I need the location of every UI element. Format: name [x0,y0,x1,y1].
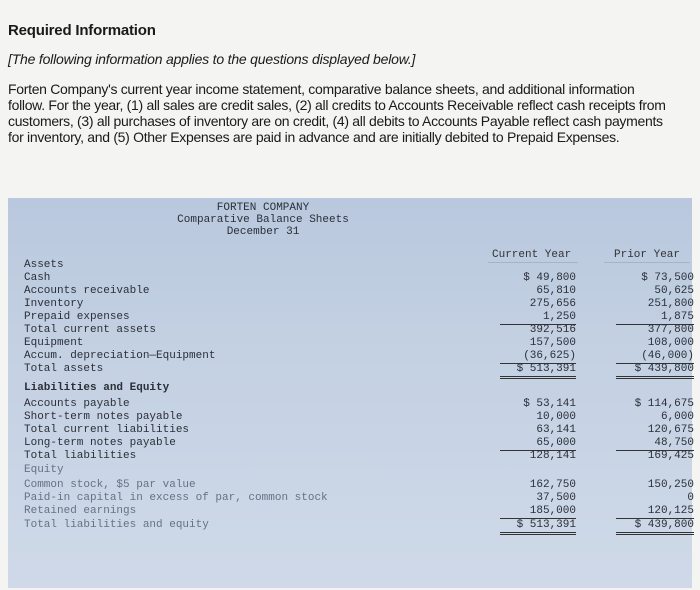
prior-year-value: 6,000 [660,411,694,423]
table-row [24,479,694,492]
current-year-value: 185,000 [500,505,576,519]
required-information-heading: Required Information [8,22,156,39]
row-label: Common stock, $5 par value [24,479,196,491]
row-label: Cash [24,272,51,284]
current-year-value: 65,000 [500,437,576,451]
row-label: Total current liabilities [24,424,190,436]
statement-title: Comparative Balance Sheets [177,214,349,226]
prior-year-value: 1,875 [616,311,694,325]
row-label: Short-term notes payable [24,411,183,423]
prior-year-value: 120,675 [647,424,694,436]
current-year-value: (36,625) [500,350,576,364]
current-year-value: 63,141 [536,424,576,436]
prior-year-value: 251,800 [647,298,694,310]
company-name: FORTEN COMPANY [216,202,310,214]
table-row [24,363,694,376]
prior-year-value: 120,125 [616,505,694,519]
row-label: Long-term notes payable [24,437,176,449]
prior-year-value: $ 114,675 [634,398,694,410]
row-label: Accounts payable [24,398,130,410]
row-label: Assets [24,259,64,271]
table-row [24,450,694,463]
table-row [24,350,694,363]
balance-sheet-table [8,198,692,588]
table-row [24,505,694,518]
table-row [24,411,694,424]
table-row [24,272,694,285]
table-row [24,437,694,450]
row-label: Total assets [24,363,104,375]
prior-year-value: $ 73,500 [641,272,694,284]
problem-description: Forten Company's current year income statement, comparative balance sheets, and additional information follow. For the year, (1) all sales are credit sales, (2) all credits to Accounts Receivable reflect cash receipts from customers, (3) all purchases of inventory are on credit, (4) all debits to Accounts Payable reflect cash payments for inventory, and (5) Other Expenses are paid in advance and are initially debited to Prepaid Expenses. [8,81,666,145]
prior-year-value: 108,000 [647,337,694,349]
table-row [24,464,684,477]
column-header-prior-year: Prior Year [614,249,681,261]
prior-year-value: 150,250 [647,479,694,491]
row-label: Total current assets [24,324,157,336]
current-year-value: 392,516 [529,324,576,336]
current-year-value: 162,750 [529,479,576,491]
current-year-value: 275,656 [529,298,576,310]
prior-year-value: 169,425 [647,450,694,462]
table-row [24,398,694,411]
table-row [24,311,694,324]
table-row [24,424,694,437]
current-year-value: $ 53,141 [523,398,576,410]
prior-year-value: 377,800 [647,324,694,336]
row-label: Accum. depreciation—Equipment [24,350,216,362]
current-year-value: 128,141 [529,450,576,462]
table-row [24,298,694,311]
prior-year-value: 48,750 [616,437,694,451]
table-row [24,519,694,532]
table-row [24,285,694,298]
row-label: Prepaid expenses [24,311,130,323]
table-row [24,324,694,337]
prior-year-value: $ 439,800 [616,363,694,379]
row-label: Inventory [24,298,84,310]
row-label: Total liabilities [24,450,137,462]
current-year-value: $ 513,391 [500,519,576,535]
required-information-panel [8,22,692,145]
row-label: Total liabilities and equity [24,519,209,531]
current-year-value: 157,500 [529,337,576,349]
statement-date: December 31 [226,226,300,238]
current-year-value: 1,250 [500,311,576,325]
current-year-value: 10,000 [536,411,576,423]
row-label: Liabilities and Equity [24,382,170,394]
prior-year-value: 0 [687,492,694,504]
current-year-value: $ 49,800 [523,272,576,284]
row-label: Paid-in capital in excess of par, common stock [24,492,328,504]
row-label: Accounts receivable [24,285,150,297]
table-row [24,382,684,395]
prior-year-value: (46,000) [616,350,694,364]
current-year-value: $ 513,391 [500,363,576,379]
current-year-value: 37,500 [536,492,576,504]
prior-year-value: 50,625 [654,285,694,297]
prior-year-value: $ 439,800 [616,519,694,535]
table-row [24,337,694,350]
row-label: Equity [24,464,64,476]
row-label: Retained earnings [24,505,137,517]
table-row [24,492,694,505]
row-label: Equipment [24,337,84,349]
table-row [24,259,684,272]
current-year-value: 65,810 [536,285,576,297]
statement-heading [8,202,518,238]
column-header-current-year: Current Year [492,249,572,261]
applies-note: [The following information applies to the questions displayed below.] [8,51,416,67]
